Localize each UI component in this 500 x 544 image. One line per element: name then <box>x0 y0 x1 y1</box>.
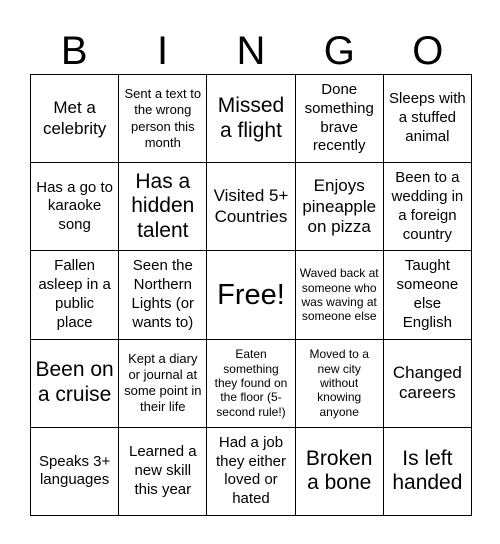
bingo-cell[interactable] <box>119 340 207 428</box>
cell-text: Waved back at someone who was waving at someone else <box>299 266 379 324</box>
cell-text: Missed a flight <box>217 93 285 142</box>
cell-text: Eaten something they found on the floor (5-second rule!) <box>214 347 288 419</box>
cell-text: Done something brave recently <box>304 81 374 155</box>
cell-text: Fallen asleep in a public place <box>38 257 111 331</box>
cell-text: Has a hidden talent <box>131 169 195 243</box>
bingo-cell[interactable] <box>31 163 119 251</box>
bingo-cell[interactable] <box>119 163 207 251</box>
cell-text: Taught someone else English <box>396 257 459 331</box>
cell-text: Moved to a new city without knowing anyone <box>309 347 369 419</box>
bingo-cell[interactable] <box>296 163 384 251</box>
bingo-cell[interactable] <box>207 428 295 516</box>
bingo-cell[interactable] <box>296 75 384 163</box>
cell-text: Has a go to karaoke song <box>36 178 113 234</box>
bingo-cell[interactable] <box>207 163 295 251</box>
bingo-cell[interactable] <box>296 428 384 516</box>
cell-text: Sleeps with a stuffed animal <box>389 90 466 145</box>
bingo-cell-free[interactable] <box>207 251 295 339</box>
bingo-cell[interactable] <box>207 340 295 428</box>
bingo-header <box>30 26 472 76</box>
cell-text: Changed careers <box>392 362 462 403</box>
cell-text: Been on a cruise <box>35 358 114 407</box>
header-letter-i: I <box>157 29 169 73</box>
bingo-cell[interactable] <box>119 75 207 163</box>
header-letter-g: G <box>323 29 355 73</box>
header-letter-b: B <box>60 29 88 73</box>
bingo-cell[interactable] <box>31 340 119 428</box>
bingo-cell[interactable] <box>207 75 295 163</box>
bingo-cell[interactable] <box>119 251 207 339</box>
cell-text: Visited 5+ Countries <box>213 186 289 226</box>
bingo-cell[interactable] <box>384 75 472 163</box>
bingo-cell[interactable] <box>31 428 119 516</box>
cell-text: Broken a bone <box>305 446 373 495</box>
bingo-cell[interactable] <box>384 251 472 339</box>
cell-text: Had a job they either loved or hated <box>215 433 287 508</box>
cell-text: Speaks 3+ languages <box>38 452 111 489</box>
header-letter-o: O <box>412 29 444 73</box>
cell-text: Met a celebrity <box>42 98 107 138</box>
bingo-cell[interactable] <box>31 251 119 339</box>
cell-text: Seen the Northern Lights (or wants to) <box>131 257 195 331</box>
cell-text: Enjoys pineapple on pizza <box>302 176 377 236</box>
cell-text: Kept a diary or journal at some point in their life <box>124 350 202 415</box>
header-letter-n: N <box>236 29 266 73</box>
bingo-cell[interactable] <box>119 428 207 516</box>
cell-text: Been to a wedding in a foreign country <box>391 169 464 243</box>
bingo-cell[interactable] <box>384 428 472 516</box>
cell-text: Sent a text to the wrong person this month <box>124 86 202 150</box>
bingo-cell[interactable] <box>31 75 119 163</box>
cell-text: Learned a new skill this year <box>129 443 197 498</box>
cell-text: Free! <box>217 278 285 311</box>
bingo-cell[interactable] <box>296 340 384 428</box>
bingo-board <box>30 74 472 516</box>
bingo-cell[interactable] <box>384 163 472 251</box>
cell-text: Is left handed <box>392 446 463 495</box>
bingo-cell[interactable] <box>384 340 472 428</box>
bingo-cell[interactable] <box>296 251 384 339</box>
